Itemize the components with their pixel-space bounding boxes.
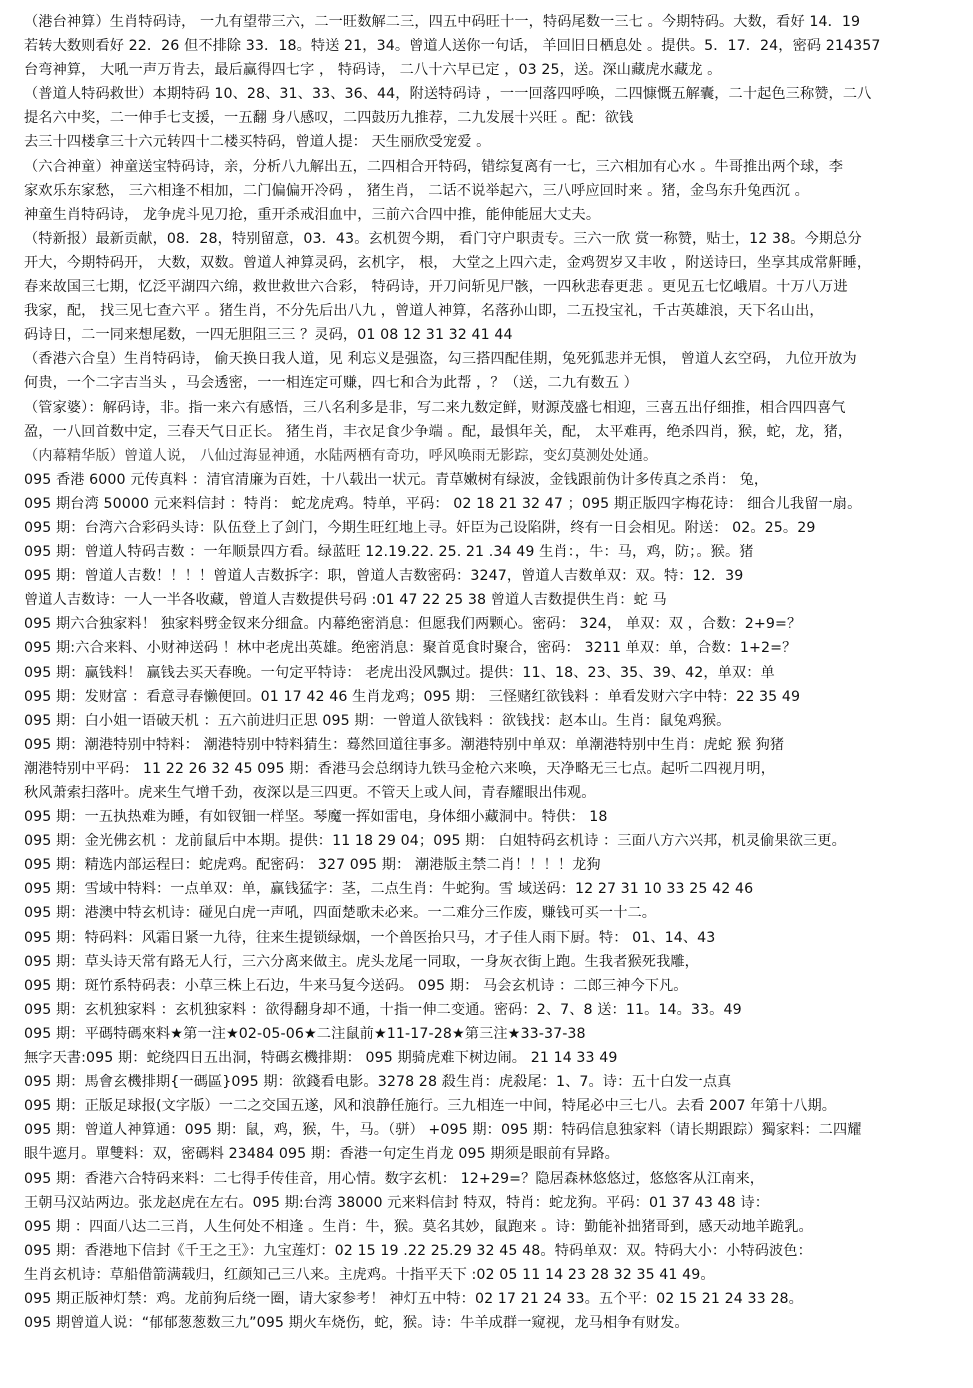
text-line: 095 期：玄机独家料 ：玄机独家料 ：欲得翻身却不通，十指一伸二变通。密码：2、7、8 送：11。14。33。49	[24, 1001, 742, 1018]
text-line: 台弯神算， 大吼一声万肯去，最后赢得四七字 ， 特码诗， 二八十六早已定 ，03 25，送。深山藏虎水藏龙 。	[24, 62, 722, 79]
text-line: 码诗日，二一同来想尾数，一四无胆阻三三 ？灵码，01 08 12 31 32 41 44	[24, 327, 513, 344]
text-line: 095 期：台湾六合彩码头诗：队伍登上了剑门，今期生旺红地上寻。奸臣为己设陷阱，终有一日会相见。附送： 02。25。29	[24, 519, 816, 536]
text-line: 095 期：平碼特碼來料★第一注★02-05-06★二注鼠前★11-17-28★第三注★33-37-38	[24, 1025, 586, 1042]
text-line: 095 期：雪域中特料：一点单双：单，赢钱猛字：茎，二点生肖：牛蛇狗。雪 域送码：12 27 31 10 33 25 42 46	[24, 881, 754, 898]
text-line: 095 期：正版足球报(文字版）一二之交国五遂，风和浪静任施行。三九相连一中间，特尾必中三七八。去看 2007 年第十八期。	[24, 1098, 837, 1115]
text-line: （内幕精华版）曾道人说， 八仙过海显神通，水陆两栖有奇功，呼风唤雨无影踪，变幻莫测处处通。	[24, 447, 658, 464]
text-line: 095 期：一五执热难为睡，有如钗钿一样坚。琴魔一挥如雷电，身体细小藏洞中。特供： 18	[24, 809, 608, 826]
text-line: 盈，一八回首数中定，三春天气日正长。 猪生肖，丰衣足食少争端 。配，最惧年关，配， 太平难再，绝杀四肖，猴，蛇，龙，猪，	[24, 423, 853, 440]
text-line: 095 期：港澳中特玄机诗：碰见白虎一声吼，四面楚歌未必来。一二难分三作废，赚钱可买一十二。	[24, 905, 657, 922]
text-line: 095 期：曾道人神算通：095 期：鼠，鸡，猴，牛，马。（骈） +095 期：095 期：特码信息独家料（请长期跟踪）獨家料：二四耀	[24, 1122, 862, 1139]
text-line: （港台神算）生肖特码诗， 一九有望带三六，二一旺数解二三，四五中码旺十一，特码尾数一三七 。今期特码。大数，看好 14．19	[24, 14, 861, 30]
text-line: 何贵，一个二字吉当头 ，马会透密，一一相连定可赚，四七和合为此帮 ，？（送，二九有数五 ）	[24, 375, 638, 392]
text-line: 神童生肖特码诗， 龙争虎斗见刀抢，重开杀戒泪血中，三前六合四中推，能伸能屈大丈夫。	[24, 206, 601, 223]
text-line: 秋风萧索扫落叶。虎来生气增千劲，夜深以是三四更。不管天上或人间，青春耀眼出伟观。	[24, 785, 596, 801]
text-line: 095 期：发财富 ：看意寻春懒便回。01 17 42 46 生肖龙鸡；095 期： 三怪赌红欲钱料 ：单看发财六字中特：22 35 49	[24, 688, 801, 705]
text-line: 095 期：草头诗天常有路无人行，三六分离来做主。虎头龙尾一同取，一身灰衣街上跑。生我者猴死我雕，	[24, 953, 699, 970]
text-line: 我家，配， 找三见七查六平 。猪生肖，不分先后出八九 ，曾道人神算，名落孙山即，二五投宝礼，千古英雄浪，天下名山出，	[24, 303, 824, 320]
text-line: （普道人特码救世）本期特码 10、28、31、33、36、44，附送特码诗 ，一一回落四呼唤，二四慷慨五解囊，二十起色三称赞，二八	[24, 86, 872, 103]
text-line: 無字天書:095 期：蛇绕四日五出洞，特碼玄機排期： 095 期骑虎难下树边闹。 21 14 33 49	[24, 1050, 618, 1067]
text-line: （香港六合皇）生肖特码诗， 偷天换日我人道，见 利忘义是强盗，勾三搭四配佳期，兔死狐悲并无惧， 曾道人玄空码， 九位开放为	[24, 351, 857, 368]
text-line: 095 期曾道人说：“郁郁葱葱数三九”095 期火车烧伤，蛇，猴。诗：牛羊成群一窥视，龙马相争有财发。	[24, 1315, 689, 1332]
text-line: 潮港特别中平码： 11 22 26 32 45 095 期：香港马会总纲诗九铁马金枪六来唤，天净略无三七点。起听二四视月明，	[24, 760, 775, 777]
text-line: 生肖玄机诗：草船借箭满载归，红颜知己三八来。主虎鸡。十指平天下 :02 05 11 14 23 28 32 35 41 49。	[24, 1266, 715, 1283]
text-line: 095 期:六合来料、小财神送码 ！林中老虎出英雄。绝密消息：聚首觅食时聚合，密码： 3211 单双：单，合数：1+2=？	[24, 640, 797, 657]
text-line: （六合神童）神童送宝特码诗，亲，分析八九解出五，二四相合开特码，错综复离有一七，三六相加有心水 。牛哥推出两个球，李	[24, 158, 844, 175]
text-line: 眼牛遮月。單雙料：双，密碼料 23484 095 期：香港一句定生肖龙 095 期须是眼前有异路。	[24, 1146, 619, 1163]
text-line: 095 期六合独家料！ 独家料劈金钗来分细盒。内幕绝密消息：但愿我们两颗心。密码： 324， 单双：双 ，合数：2+9=？	[24, 616, 802, 633]
text-line: 095 期台湾 50000 元来料信封 ：特肖： 蛇龙虎鸡。特单，平码： 02 18 21 32 47 ；095 期正版四字梅花诗： 细合儿我留一扇。	[24, 495, 862, 512]
text-line: 095 期：潮港特别中特料： 潮港特别中特料猜生：蓦然回道往事多。潮港特别中单双：单潮港特别中生肖：虎蛇 猴 狗猪	[24, 736, 785, 753]
text-line: 095 期：金光佛玄机 ：龙前鼠后中本期。提供：11 18 29 04；095 期： 白姐特码玄机诗 ：三面八方六兴邦，机灵偷果欲三更。	[24, 833, 846, 850]
text-line: 095 期：特码料：风霜日紧一九待，往来生提锁绿烟，一个兽医抬只马，才子佳人雨下厨。特： 01、14、43	[24, 929, 716, 946]
text-line: 去三十四楼拿三十六元转四十二楼买特码，曾道人提： 天生丽欣受宠爱 。	[24, 134, 491, 151]
text-line: 095 期：赢钱料！ 赢钱去买天春晚。一句定平特诗： 老虎出没风飘过。提供：11、18、23、35、39、42，单双：单	[24, 664, 775, 681]
text-line: （特新报）最新贡献，08．28，特别留意，03．43。玄机贺今期， 看门守户职责专。三六一欣 赏一称赞，贴士，12 38。今期总分	[24, 230, 862, 247]
text-line: 095 香港 6000 元传真料 ：清官清廉为百姓，十八载出一状元。青草嫩树有绿波，金钱跟前伪计多传真之杀肖： 兔，	[24, 471, 769, 488]
text-line: 提名六中奖，二一伸手七支援，一五翻 身八感叹，二四鼓历九推荐，二九发展十兴旺 。配：欲钱	[24, 110, 634, 127]
text-line: 095 期：曾道人吉数！！！！曾道人吉数拆字：职，曾道人吉数密码：3247，曾道人吉数单双：双。特：12．39	[24, 568, 744, 585]
text-line: 家欢乐东家愁， 三六相逢不相加，二门偏偏开冷码 ， 猪生肖， 二话不说举起六，三八呼应回时来 。猪，金鸟东升兔西沉 。	[24, 182, 809, 199]
text-line: 王朝马汉站两边。张龙赵虎在左右。095 期:台湾 38000 元来料信封 特双，特肖：蛇龙狗。平码：01 37 43 48 诗：	[24, 1194, 769, 1211]
text-line: （管家婆）：解码诗，非。指一来六有感悟，三八名利多是非，写二来九数定鲜，财源茂盛七相迎，三喜五出仔细推，相合四四喜气	[24, 399, 846, 416]
text-line: 曾道人吉数诗：一人一半各收藏，曾道人吉数提供号码 :01 47 22 25 38 曾道人吉数提供生肖：蛇 马	[24, 592, 667, 609]
text-line: 095 期：香港六合特码来料：二七得手传佳音，用心情。数字玄机： 12+29=？隐居森林悠悠过，悠悠客从江南来，	[24, 1170, 765, 1187]
text-line: 开大，今期特码开， 大数，双数。曾道人神算灵码，玄机字， 根， 大堂之上四六走，金鸡贺岁又丰收 ，附送诗曰，坐享其成常鼾睡，	[24, 254, 872, 271]
text-line: 095 期：白小姐一语破天机 ：五六前进归正思 095 期：一曾道人欲钱料 ：欲钱找：赵本山。生肖：鼠兔鸡猴。	[24, 712, 731, 729]
text-line: 095 期 ：四面八达二三肖，人生何处不相逢 。生肖：牛，猴。莫名其妙，鼠跑来 。诗：勤能补拙猪哥到，感天动地羊跪乳。	[24, 1218, 813, 1235]
text-line: 095 期正版神灯禁：鸡。龙前狗后绕一圈，请大家参考！ 神灯五中特：02 17 21 24 33。五个平：02 15 21 24 33 28。	[24, 1290, 803, 1307]
text-line: 095 期：曾道人特码吉数 ：一年顺景四方看。绿蓝旺 12.19.22. 25. 21 .34 49 生肖：，牛：马，鸡，防；。猴。猪	[24, 544, 754, 561]
text-line: 095 期：香港地下信封《千王之王》：九宝莲灯：02 15 19 .22 25.29 32 45 48。特码单双：双。特码大小：小特码波色：	[24, 1242, 812, 1259]
text-line: 春来故国三七期，忆泛平湖四六绵，救世救世六合彩， 特码诗，开刀问斩见尸骸，一四秋悲春更悲 。更见五七忆峨眉。十万八万进	[24, 279, 848, 296]
text-line: 若转大数则看好 22．26 但不排除 33．18。特送 21，34。曾道人送你一句话， 羊回旧日栖息处 。提供。5．17．24，密码 214357	[24, 38, 881, 55]
text-line: 095 期：斑竹系特码表：小草三株上石边，牛来马复今送码。 095 期： 马会玄机诗 ：二郎三神今下凡。	[24, 977, 688, 994]
text-line: 095 期：馬會玄機排期{一碼區}095 期：欲錢看电影。3278 28 殺生肖：虎殺尾：1、7。诗：五十白发一点真	[24, 1074, 732, 1091]
text-line: 095 期：精选内部运程曰：蛇虎鸡。配密码： 327 095 期： 潮港版主禁二肖！！！！龙狗	[24, 857, 601, 874]
